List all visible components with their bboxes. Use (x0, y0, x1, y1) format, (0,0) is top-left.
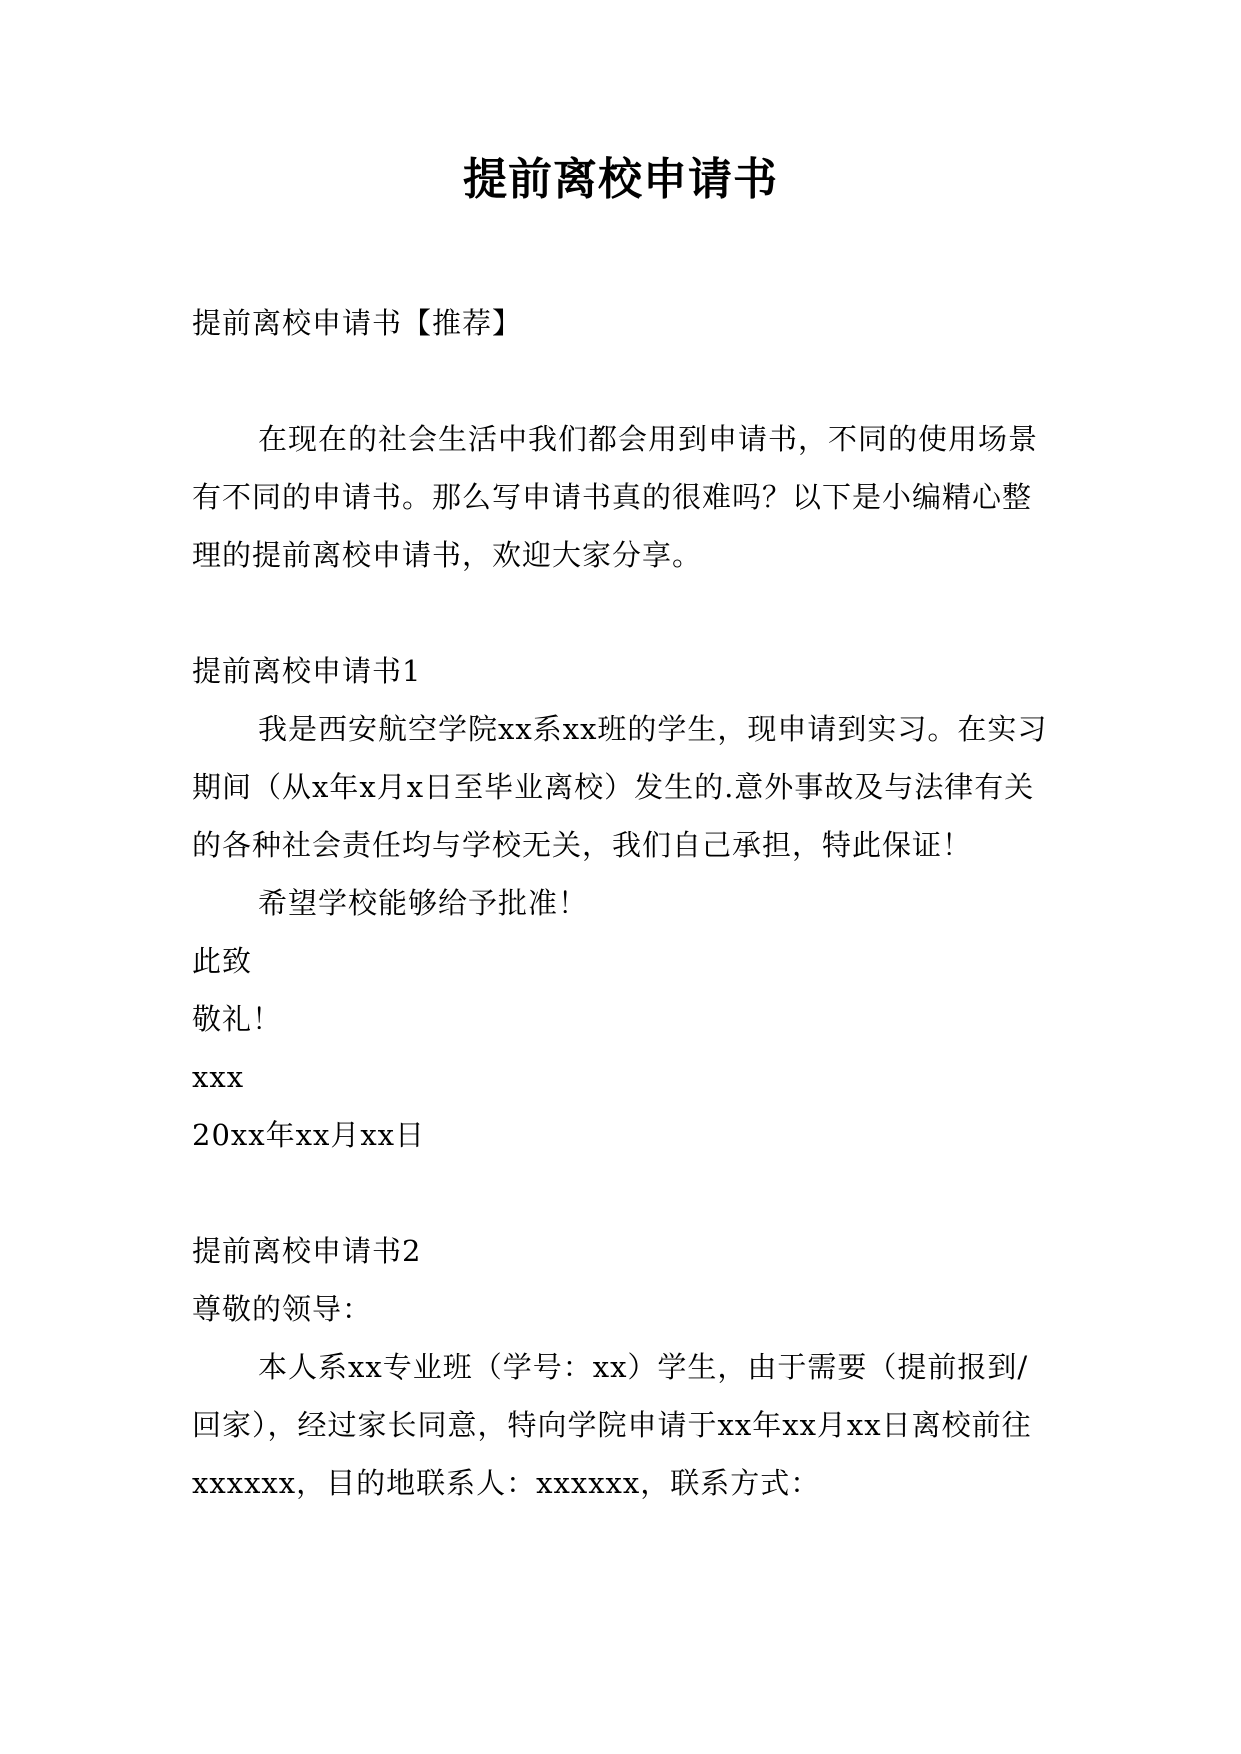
document-subtitle: 提前离校申请书【推荐】 (192, 306, 523, 340)
section1-heading: 提前离校申请书1 (192, 654, 422, 688)
section1-signature: xxx (192, 1060, 245, 1094)
section1-paragraph-1: 我是西安航空学院xx系xx班的学生，现申请到实习。在实习期间（从x年x月x日至毕业离校）发生的.意外事故及与法律有关的各种社会责任均与学校无关，我们自己承担，特此保证！ (192, 712, 1048, 862)
section1-closing-1: 此致 (192, 944, 253, 978)
section2-salutation: 尊敬的领导： (192, 1292, 373, 1326)
document-title: 提前离校申请书 (463, 154, 778, 205)
section1-closing-2: 敬礼！ (192, 1002, 283, 1036)
document-body (192, 294, 1054, 1512)
intro-paragraph: 在现在的社会生活中我们都会用到申请书，不同的使用场景有不同的申请书。那么写申请书真的很难吗？以下是小编精心整理的提前离校申请书，欢迎大家分享。 (192, 422, 1039, 572)
section2-paragraph-1: 本人系xx专业班（学号：xx）学生，由于需要（提前报到/回家），经过家长同意，特向学院申请于xx年xx月xx日离校前往xxxxxx，目的地联系人：xxxxxx，联系方式： (192, 1350, 1032, 1500)
section2-heading: 提前离校申请书2 (192, 1234, 422, 1268)
section1-date: 20xx年xx月xx日 (192, 1118, 426, 1152)
section1-paragraph-2: 希望学校能够给予批准！ (258, 886, 589, 920)
